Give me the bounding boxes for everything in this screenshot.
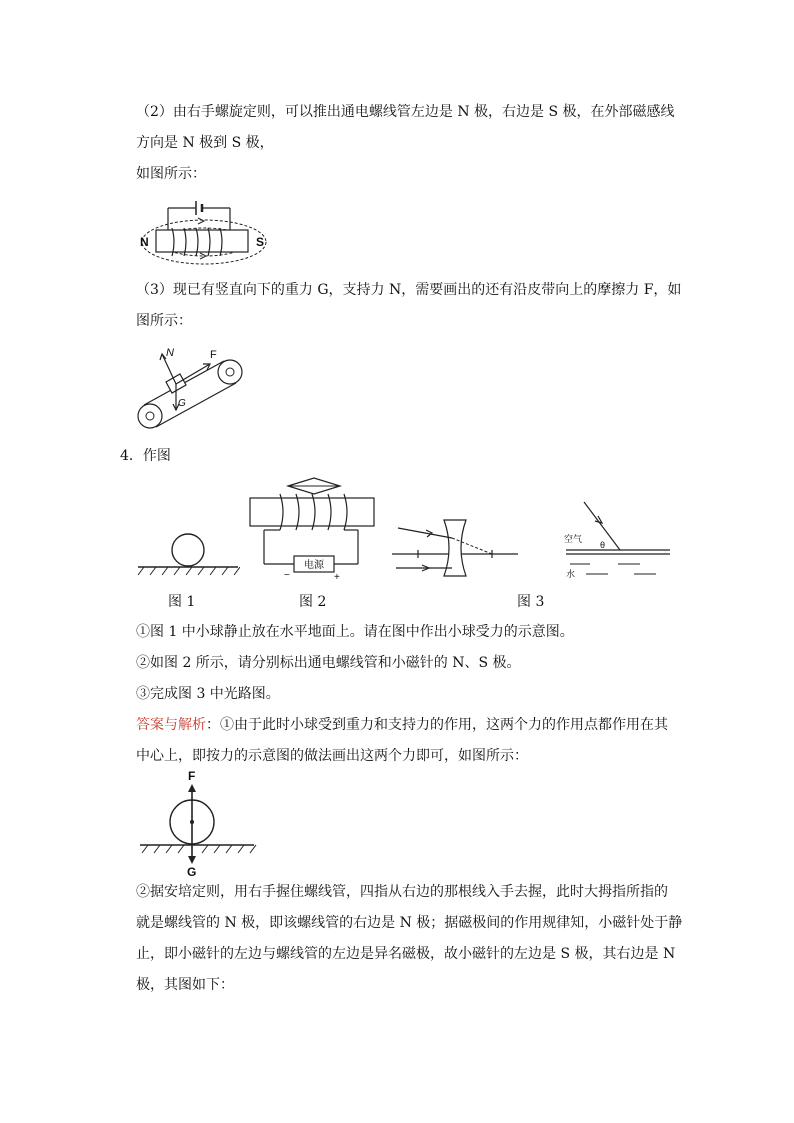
figure3-concave-lens <box>392 512 518 582</box>
power-minus-label: − <box>284 570 290 581</box>
part3-line1: （3）现已有竖直向下的重力 G，支持力 N，需要画出的还有沿皮带向上的摩擦力 F，如 <box>136 282 682 298</box>
answer2-line3: 止，即小磁针的左边与螺线管的左边是异名磁极，故小磁针的左边是 S 极，其右边是 N <box>136 946 676 962</box>
power-plus-label: + <box>334 572 340 583</box>
solenoid-field-figure <box>136 188 270 268</box>
q4-title: 4．作图 <box>120 448 171 464</box>
caption-figure2: 图 2 <box>299 594 327 610</box>
answer-colon: ： <box>206 717 220 733</box>
answer-line2: 中心上，即按力的示意图的做法画出这两个力即可，如图所示： <box>136 748 528 764</box>
solenoid-n-label: N <box>140 235 149 249</box>
answer2-line2: 就是螺线管的 N 极，即该螺线管的右边是 N 极；据磁极间的作用规律知，小磁针处于静 <box>136 915 683 931</box>
theta-label: θ <box>600 540 606 550</box>
figure1-ball-on-ground <box>136 528 240 578</box>
power-source-label: 电源 <box>304 560 324 571</box>
caption-figure1: 图 1 <box>168 594 196 610</box>
answer-label: 答案与解析 <box>136 717 206 733</box>
answer-line1 <box>136 715 668 735</box>
answer-ball-forces-figure <box>136 768 260 880</box>
water-label: 水 <box>566 569 576 579</box>
answer-f-label: F <box>188 769 196 783</box>
q4-item2: ②如图 2 所示，请分别标出通电螺线管和小磁针的 N、S 极。 <box>136 655 521 671</box>
answer2-line1: ②据安培定则，用右手握住螺线管，四指从右边的那根线入手去握，此时大拇指所指的 <box>136 884 668 900</box>
air-label: 空气 <box>564 534 583 544</box>
q4-item1: ①图 1 中小球静止放在水平地面上。请在图中作出小球受力的示意图。 <box>136 624 574 640</box>
caption-figure3: 图 3 <box>517 594 545 610</box>
belt-f-label: F <box>210 349 217 361</box>
belt-n-label: N <box>166 347 174 359</box>
conveyor-belt-figure <box>136 340 248 434</box>
solenoid-s-label: S <box>256 235 265 249</box>
figure2-solenoid-circuit <box>246 474 380 584</box>
belt-g-label: G <box>178 398 186 409</box>
part2-line2: 方向是 N 极到 S 极， <box>136 135 274 151</box>
part2-line1: （2）由右手螺旋定则，可以推出通电螺线管左边是 N 极，右边是 S 极，在外部磁感线 <box>136 104 675 120</box>
part3-line2: 图所示： <box>136 313 192 329</box>
answer2-line4: 极，其图如下： <box>136 977 234 993</box>
figure3-air-water-interface <box>560 500 674 580</box>
q4-item3: ③完成图 3 中光路图。 <box>136 686 280 702</box>
answer-g-label: G <box>187 865 197 879</box>
part2-line3: 如图所示： <box>136 166 206 182</box>
answer-1-text: ①由于此时小球受到重力和支持力的作用，这两个力的作用点都作用在其 <box>220 717 668 733</box>
